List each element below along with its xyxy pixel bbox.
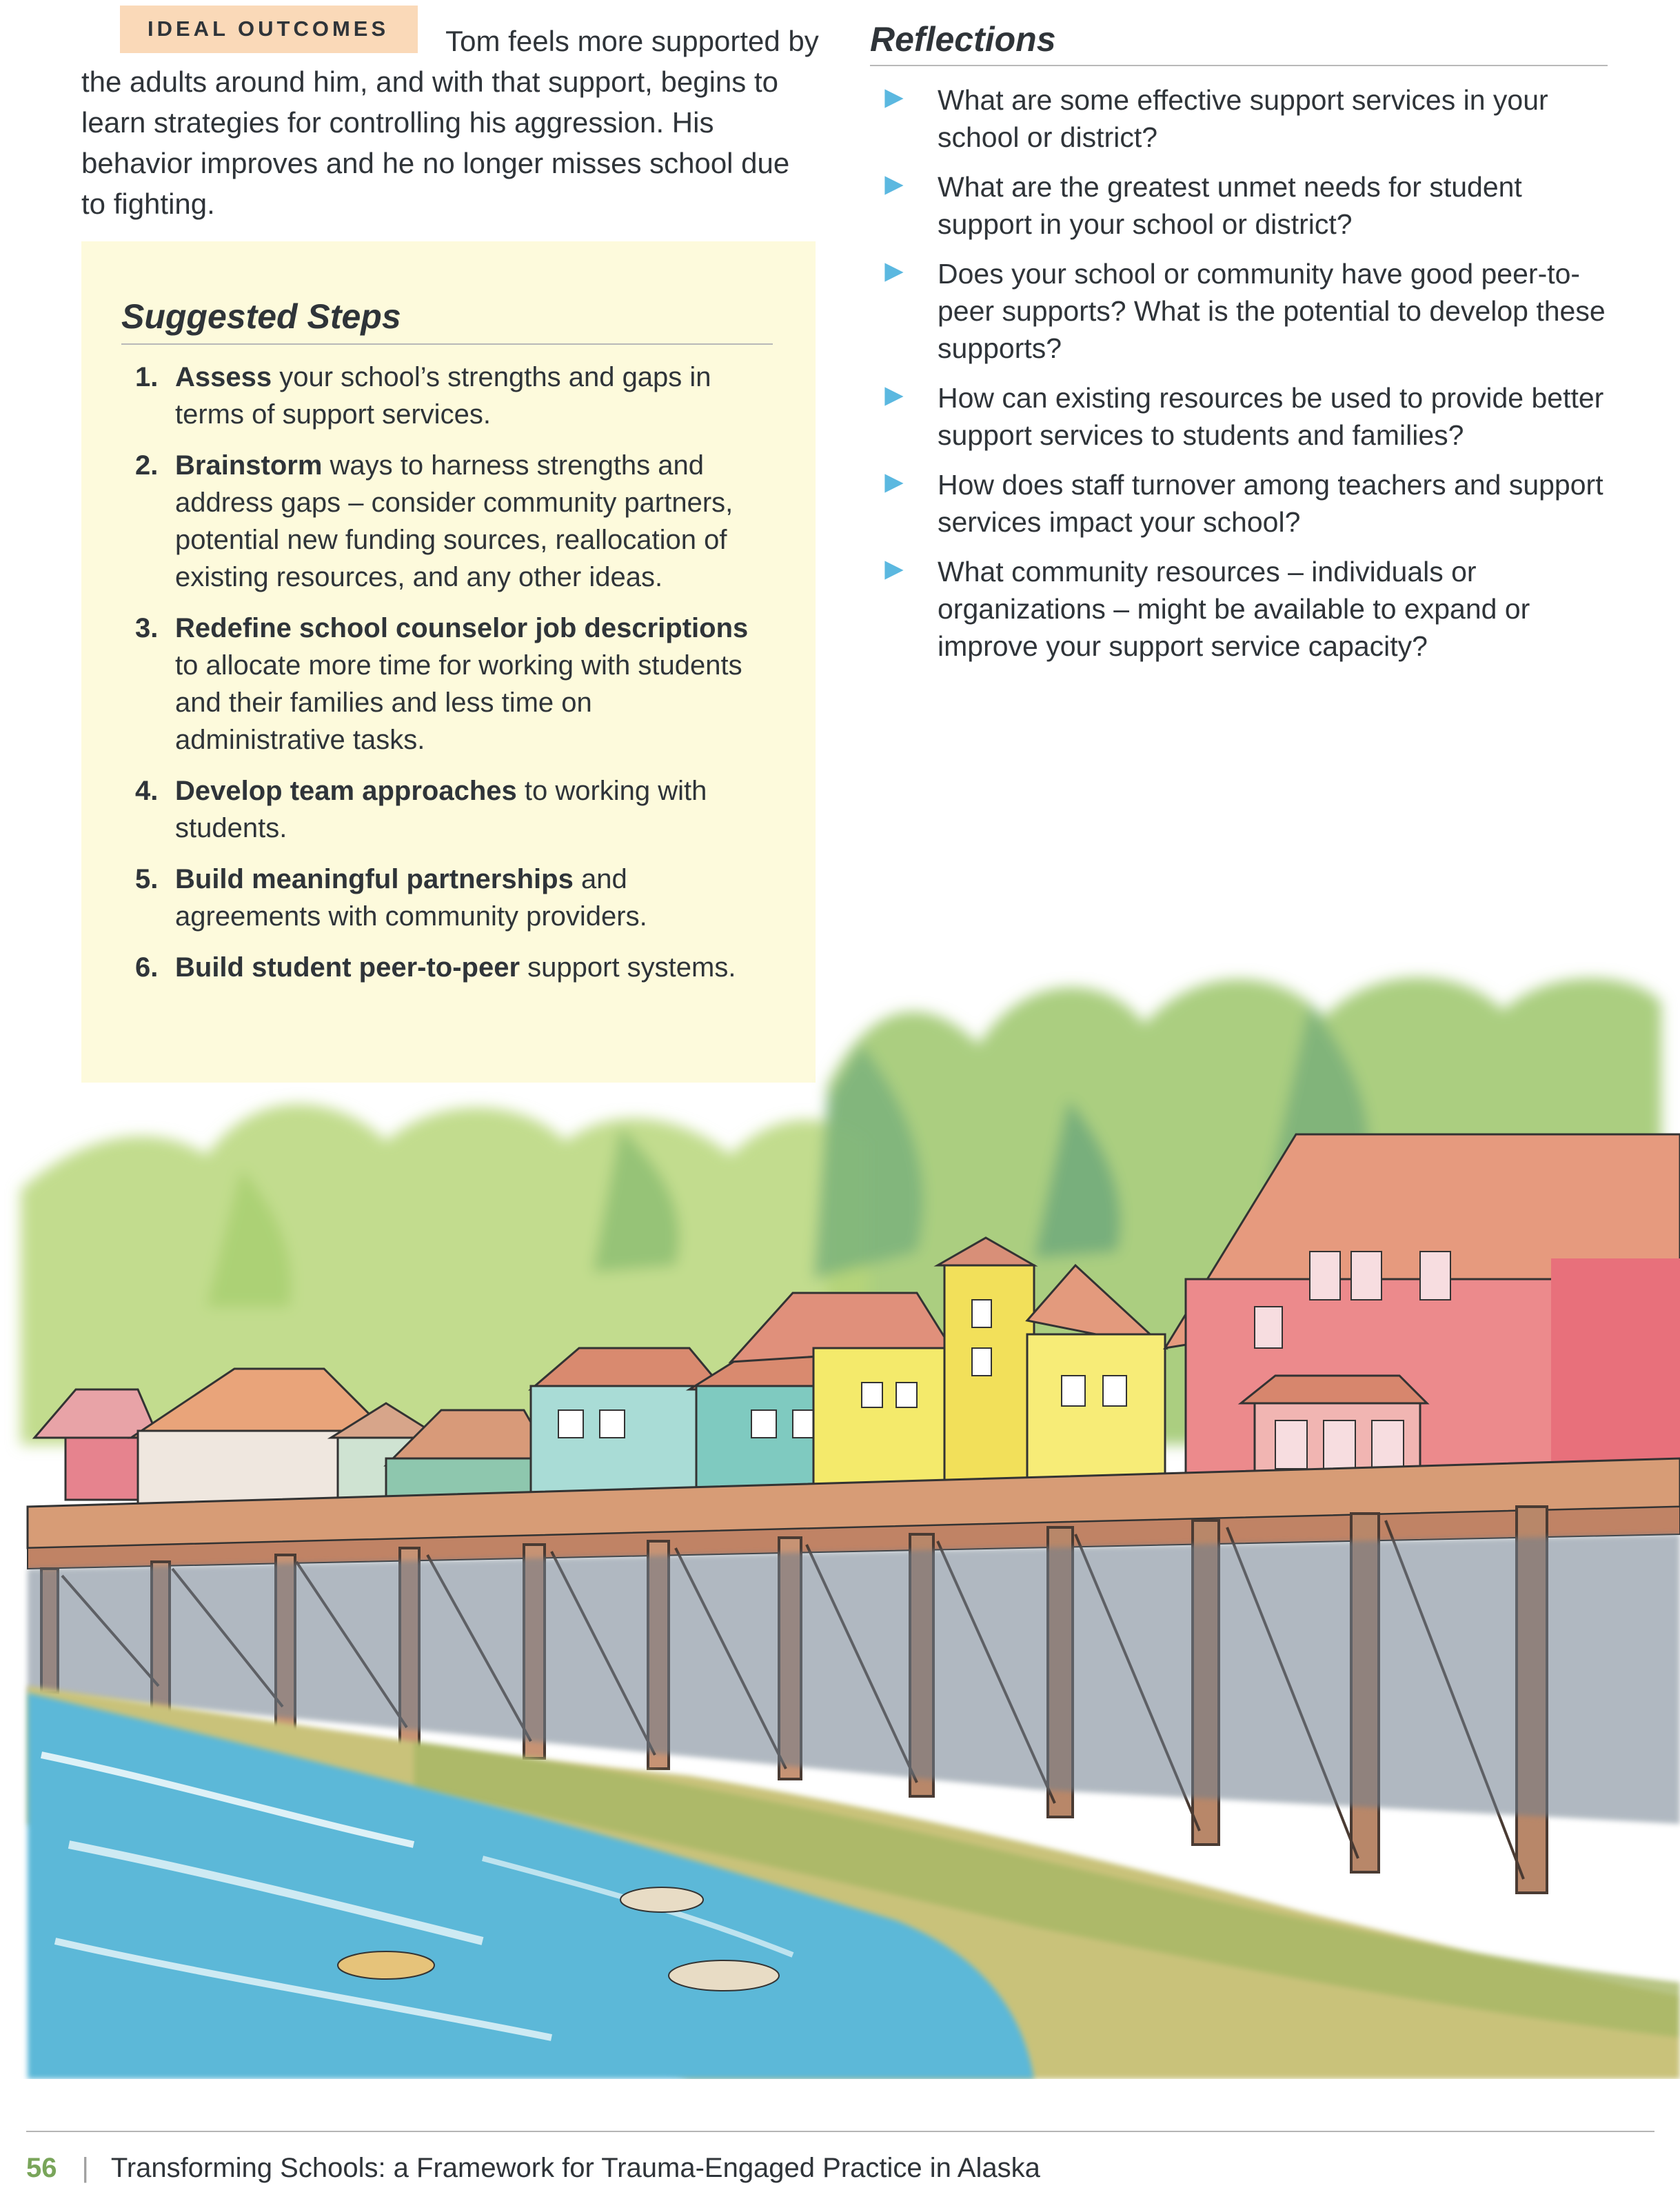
step-number: 2. (135, 450, 159, 481)
step-bold: Brainstorm (175, 450, 323, 481)
triangle-bullet-icon (882, 472, 906, 495)
ideal-outcomes-text: Tom feels more supported by the adults around him, and with that support, begins to learn strategies for controlling his aggression. His behavior improves and he no longer misses school due to fighting. (81, 25, 819, 220)
triangle-bullet-icon (882, 385, 906, 408)
triangle-bullet-icon (882, 87, 906, 110)
reflections-section (870, 19, 1608, 677)
step-text: ways to harness strengths and address gaps – consider community partners, potential new funding sources, reallocation of existing resources, and any other ideas. (175, 450, 733, 592)
reflection-item (870, 255, 1608, 367)
step-bold: Build meaningful partnerships (175, 864, 574, 894)
step-number: 1. (135, 362, 159, 392)
step-item (135, 610, 769, 759)
reflection-item (870, 466, 1608, 541)
waterfront-illustration (0, 962, 1680, 2079)
reflection-text: What are some effective support services in your school or district? (938, 84, 1548, 153)
triangle-bullet-icon (882, 559, 906, 582)
step-text: and agreements with community providers. (175, 864, 647, 932)
step-item (135, 861, 769, 935)
step-number: 4. (135, 776, 159, 806)
triangle-bullet-icon (882, 261, 906, 284)
reflection-text: What are the greatest unmet needs for student support in your school or district? (938, 171, 1522, 240)
footer-divider (26, 2131, 1654, 2132)
reflection-text: What community resources – individuals or organizations – might be available to expand or improve your support service capacity? (938, 556, 1530, 662)
step-bold: Develop team approaches (175, 776, 517, 806)
step-number: 6. (135, 952, 159, 983)
reflection-item (870, 379, 1608, 454)
step-item (135, 447, 769, 596)
footer-separator: | (81, 2153, 89, 2183)
suggested-steps-list (135, 359, 769, 1000)
reflections-title: Reflections (870, 19, 1608, 66)
step-number: 5. (135, 864, 159, 894)
step-text: to working with students. (175, 776, 707, 843)
step-bold: Assess (175, 362, 272, 392)
reflection-item (870, 553, 1608, 665)
page-footer (26, 2151, 1040, 2185)
reflection-text: How can existing resources be used to provide better support services to students and families? (938, 382, 1604, 451)
reflection-item (870, 81, 1608, 156)
step-text: to allocate more time for working with students and their families and less time on administrative tasks. (175, 650, 742, 755)
ideal-outcomes-badge: IDEAL OUTCOMES (120, 6, 418, 53)
suggested-steps-title: Suggested Steps (121, 297, 773, 345)
step-item (135, 772, 769, 847)
reflection-item (870, 168, 1608, 243)
step-text: support systems. (520, 952, 736, 983)
reflection-text: How does staff turnover among teachers and support services impact your school? (938, 469, 1603, 538)
page-number: 56 (26, 2153, 57, 2183)
reflection-text: Does your school or community have good peer-to-peer supports? What is the potential to develop these supports? (938, 258, 1606, 364)
step-text: your school’s strengths and gaps in terms of support services. (175, 362, 711, 430)
ideal-outcomes-section (81, 6, 820, 224)
reflections-list (870, 81, 1608, 665)
publication-title: Transforming Schools: a Framework for Trauma-Engaged Practice in Alaska (110, 2153, 1040, 2183)
step-bold: Build student peer-to-peer (175, 952, 520, 983)
triangle-bullet-icon (882, 174, 906, 197)
step-item (135, 359, 769, 433)
step-number: 3. (135, 613, 159, 643)
step-bold: Redefine school counselor job descriptions (175, 613, 749, 643)
suggested-steps-box (81, 241, 816, 1083)
